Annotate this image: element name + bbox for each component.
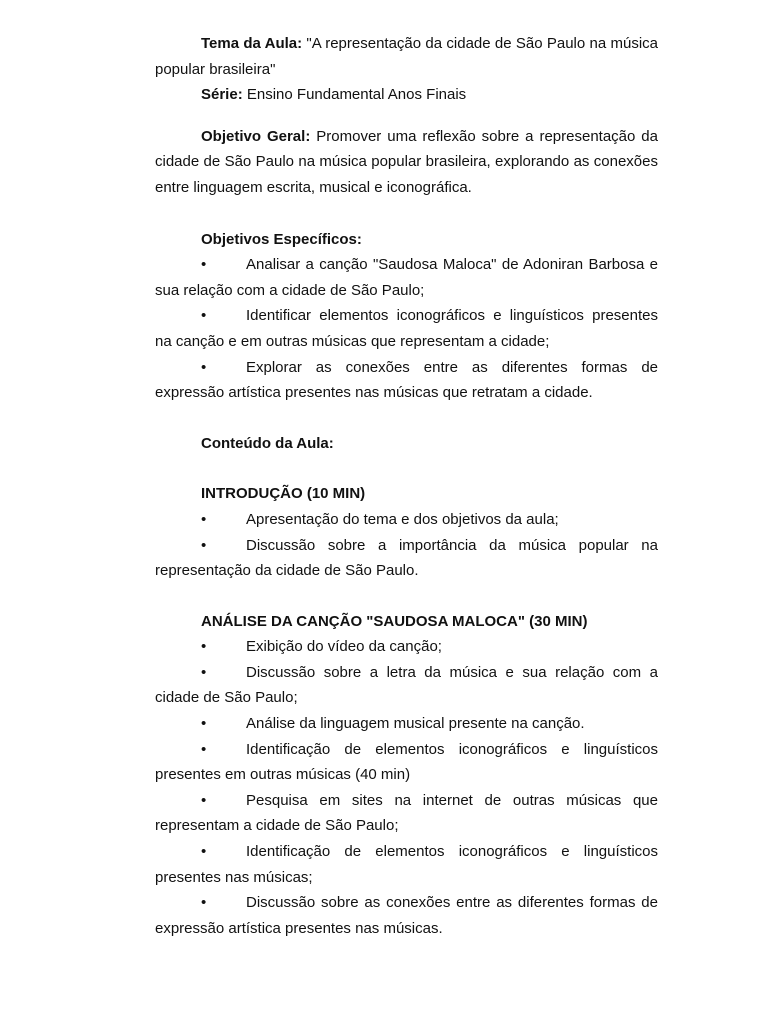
bullet-marker: • xyxy=(201,256,207,274)
list-item-text: Discussão sobre a letra da música e sua relação com a cidade de São Paulo; xyxy=(155,663,658,707)
objetivo-geral-text: Promover uma reflexão sobre a representação da cidade de São Paulo na música popular brasileira, explorando as conexões entre linguagem escrita, musical e iconográfica. xyxy=(155,127,658,196)
bullet-marker: • xyxy=(201,663,207,681)
list-item-text: Identificação de elementos iconográficos e linguísticos presentes nas músicas; xyxy=(155,843,658,886)
list-item-text: Discussão sobre as conexões entre as diferentes formas de expressão artística presentes nas músicas. xyxy=(155,894,658,937)
bullet-marker: • xyxy=(201,536,207,554)
list-item xyxy=(155,839,658,890)
conteudo-heading: Conteúdo da Aula: xyxy=(201,434,334,452)
spacer xyxy=(155,584,658,609)
list-item xyxy=(155,660,658,711)
spacer xyxy=(155,201,658,227)
spacer xyxy=(155,406,658,431)
bullet-marker: • xyxy=(201,740,207,758)
bullet-marker: • xyxy=(201,715,207,733)
document-page xyxy=(155,31,658,941)
list-item-text: Exibição do vídeo da canção; xyxy=(246,638,442,656)
introducao-heading: INTRODUÇÃO (10 MIN) xyxy=(201,485,366,503)
list-item-text: Discussão sobre a importância da música popular na representação da cidade de São Paulo. xyxy=(155,536,658,580)
tema-paragraph xyxy=(155,31,658,82)
list-item xyxy=(155,634,658,660)
list-item-text: Identificação de elementos iconográficos e linguísticos presentes em outras músicas (40 min) xyxy=(155,740,658,784)
bullet-marker: • xyxy=(201,510,207,528)
list-item xyxy=(155,533,658,584)
bullet-marker: • xyxy=(201,638,207,656)
list-item-text: Análise da linguagem musical presente na canção. xyxy=(246,715,585,733)
list-item-text: Explorar as conexões entre as diferentes formas de expressão artística presentes nas músicas que retratam a cidade. xyxy=(155,358,658,402)
tema-label: Tema da Aula: xyxy=(201,35,303,52)
list-item-text: Analisar a canção "Saudosa Maloca" de Adoniran Barbosa e sua relação com a cidade de São Paulo; xyxy=(155,256,658,299)
list-item xyxy=(155,303,658,354)
objetivo-geral-paragraph xyxy=(155,124,658,201)
serie-label: Série: xyxy=(201,86,243,104)
list-item xyxy=(155,252,658,303)
list-item xyxy=(155,711,658,737)
list-item-text: Apresentação do tema e dos objetivos da aula; xyxy=(246,510,559,528)
list-item xyxy=(155,507,658,533)
spacer xyxy=(155,456,658,481)
spacer xyxy=(155,108,658,124)
analise-heading: ANÁLISE DA CANÇÃO "SAUDOSA MALOCA" (30 MIN) xyxy=(201,612,588,630)
list-item-text: Pesquisa em sites na internet de outras músicas que representam a cidade de São Paulo; xyxy=(155,791,658,835)
objetivos-especificos-heading: Objetivos Específicos: xyxy=(201,230,362,248)
bullet-marker: • xyxy=(201,894,207,912)
bullet-marker: • xyxy=(201,358,207,376)
list-item xyxy=(155,890,658,941)
list-item xyxy=(155,355,658,406)
tema-text: "A representação da cidade de São Paulo na música popular brasileira" xyxy=(155,35,659,78)
bullet-marker: • xyxy=(201,791,207,809)
objetivo-geral-label: Objetivo Geral: xyxy=(201,127,311,145)
list-item xyxy=(155,737,658,788)
bullet-marker: • xyxy=(201,307,207,325)
list-item-text: Identificar elementos iconográficos e linguísticos presentes na canção e em outras músicas que representam a cidade; xyxy=(155,307,658,350)
bullet-marker: • xyxy=(201,843,207,861)
serie-paragraph xyxy=(155,82,658,108)
serie-text: Ensino Fundamental Anos Finais xyxy=(246,86,467,104)
list-item xyxy=(155,788,658,839)
